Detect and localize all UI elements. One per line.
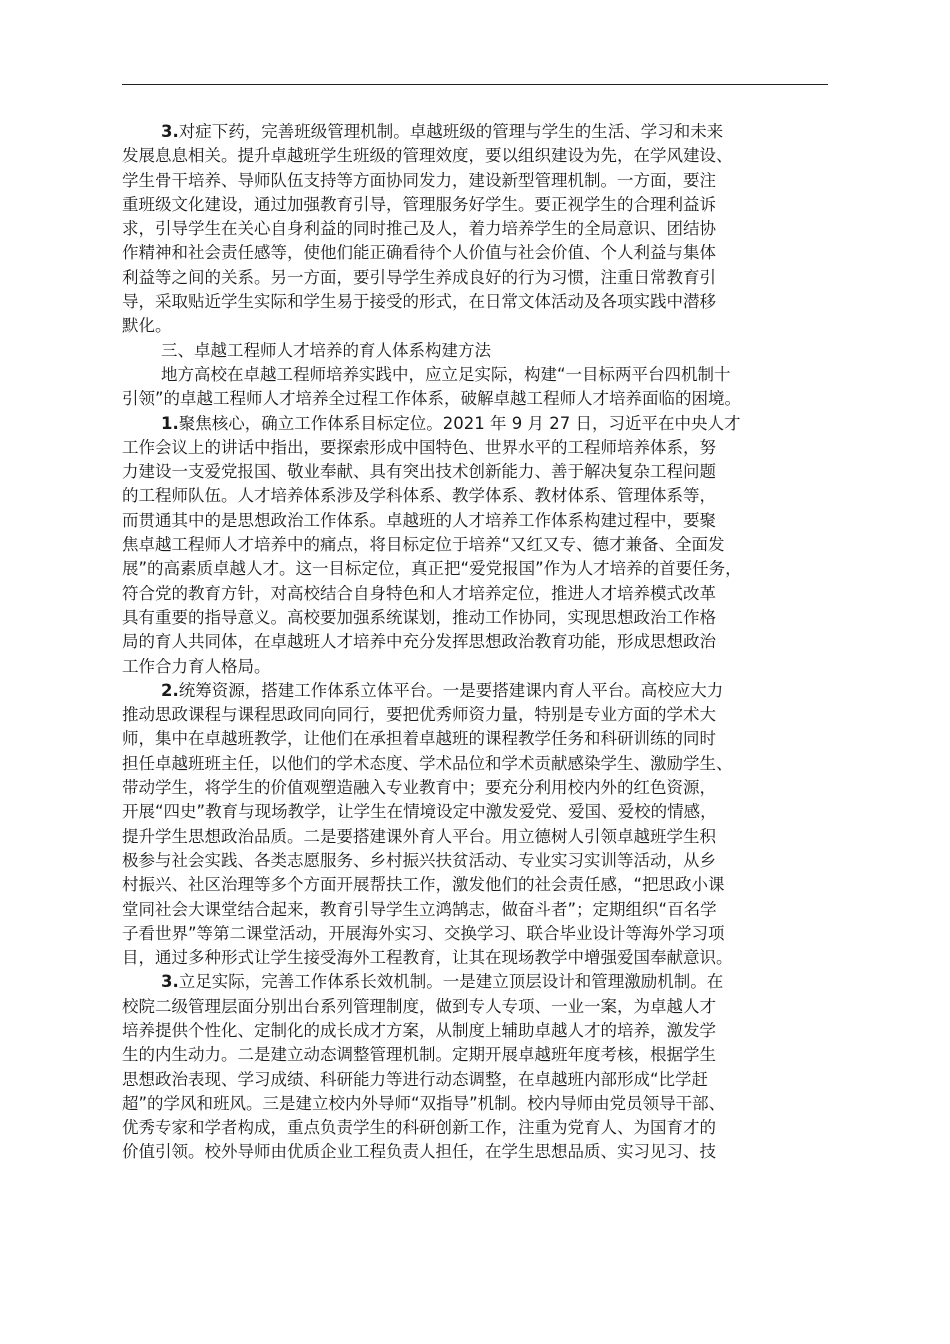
paragraph-line [122, 460, 842, 484]
line-text: 的工程师队伍。人才培养体系涉及学科体系、教学体系、教材体系、管理体系等， [122, 486, 716, 506]
line-text: 作精神和社会责任感等，使他们能正确看待个人价值与社会价值、个人利益与集体 [122, 243, 716, 263]
paragraph-line [122, 946, 842, 970]
paragraph-line [122, 387, 842, 411]
line-text: 子看世界”等第二课堂活动，开展海外实习、交换学习、联合毕业设计等海外学习项 [122, 923, 725, 943]
line-text: 局的育人共同体，在卓越班人才培养中充分发挥思想政治教育功能，形成思想政治 [122, 632, 716, 652]
paragraph-line [122, 752, 842, 776]
line-text: 引领”的卓越工程师人才培养全过程工作体系，破解卓越工程师人才培养面临的困境。 [122, 389, 742, 409]
line-text: 学生骨干培养、导师队伍支持等方面协同发力，建设新型管理机制。一方面，要注 [122, 170, 716, 190]
line-text: 三、卓越工程师人才培养的育人体系构建方法 [161, 340, 491, 360]
line-text: 导，采取贴近学生实际和学生易于接受的形式，在日常文体活动及各项实践中潜移 [122, 292, 716, 312]
paragraph-line [122, 630, 842, 654]
line-text: 焦卓越工程师人才培养中的痛点，将目标定位于培养“又红又专、德才兼备、全面发 [122, 535, 725, 555]
line-text: 思想政治表现、学习成绩、科研能力等进行动态调整，在卓越班内部形成“比学赶 [122, 1069, 709, 1089]
paragraph-line [122, 1140, 842, 1164]
line-text: 对症下药，完善班级管理机制。卓越班级的管理与学生的生活、学习和未来 [178, 122, 724, 141]
line-text: 培养提供个性化、定制化的成长成才方案，从制度上辅助卓越人才的培养，激发学 [122, 1020, 716, 1040]
paragraph-line [122, 582, 842, 606]
paragraph-line [122, 557, 842, 581]
line-text: 力建设一支爱党报国、敬业奉献、具有突出技术创新能力、善于解决复杂工程问题 [122, 462, 716, 482]
line-text: 带动学生，将学生的价值观塑造融入专业教育中；要充分利用校内外的红色资源， [122, 778, 716, 798]
line-text: 目，通过多种形式让学生接受海外工程教育，让其在现场教学中增强爱国奉献意识。 [122, 948, 733, 968]
paragraph-line [122, 241, 842, 265]
paragraph-line [122, 314, 842, 338]
paragraph-line [122, 825, 842, 849]
line-text: 求，引导学生在关心自身利益的同时推己及人，着力培养学生的全局意识、团结协 [122, 219, 716, 239]
line-text: 师，集中在卓越班教学，让他们在承担着卓越班的课程教学任务和科研训练的同时 [122, 729, 716, 749]
paragraph-line [122, 217, 842, 241]
line-text: 堂同社会大课堂结合起来，教育引导学生立鸿鹄志，做奋斗者”；定期组织“百名学 [122, 899, 717, 919]
paragraph-first-line [122, 339, 842, 363]
paragraph-first-line [122, 970, 842, 994]
paragraph-line [122, 484, 842, 508]
line-text: 价值引领。校外导师由优质企业工程负责人担任，在学生思想品质、实习见习、技 [122, 1142, 716, 1162]
line-text: 工作合力育人格局。 [122, 656, 271, 676]
line-text: 聚焦核心，确立工作体系目标定位。2021 年 9 月 27 日，习近平在中央人才 [178, 413, 741, 433]
paragraph-line [122, 436, 842, 460]
paragraph-line [122, 606, 842, 630]
line-text: 极参与社会实践、各类志愿服务、乡村振兴扶贫活动、专业实习实训等活动，从乡 [122, 850, 716, 870]
paragraph-line [122, 1116, 842, 1140]
line-text: 默化。 [122, 316, 172, 336]
line-text: 担任卓越班班主任，以他们的学术态度、学术品位和学术贡献感染学生、激励学生、 [122, 753, 733, 773]
paragraph-line [122, 655, 842, 679]
paragraph-line [122, 776, 842, 800]
paragraph-number: 3. [161, 122, 179, 141]
line-text: 优秀专家和学者构成，重点负责学生的科研创新工作，注重为党育人、为国育才的 [122, 1118, 716, 1138]
line-text: 超”的学风和班风。三是建立校内外导师“双指导”机制。校内导师由党员领导干部、 [122, 1093, 726, 1113]
document-body [122, 120, 842, 1165]
paragraph-line [122, 193, 842, 217]
line-text: 统筹资源，搭建工作体系立体平台。一是要搭建课内育人平台。高校应大力 [178, 680, 724, 700]
paragraph-number: 1. [161, 413, 179, 433]
paragraph-number: 2. [161, 680, 179, 700]
paragraph-line [122, 703, 842, 727]
paragraph-line [122, 266, 842, 290]
paragraph-line [122, 144, 842, 168]
paragraph-line [122, 533, 842, 557]
paragraph-number: 3. [161, 972, 179, 992]
paragraph-first-line [122, 120, 842, 144]
paragraph-line [122, 727, 842, 751]
line-text: 具有重要的指导意义。高校要加强系统谋划，推动工作协同，实现思想政治工作格 [122, 607, 716, 627]
paragraph-first-line [122, 412, 842, 436]
paragraph-line [122, 1068, 842, 1092]
line-text: 重班级文化建设，通过加强教育引导，管理服务好学生。要正视学生的合理利益诉 [122, 194, 716, 214]
paragraph-line [122, 800, 842, 824]
paragraph-line [122, 898, 842, 922]
line-text: 符合党的教育方针，对高校结合自身特色和人才培养定位，推进人才培养模式改革 [122, 583, 716, 603]
line-text: 利益等之间的关系。另一方面，要引导学生养成良好的行为习惯，注重日常教育引 [122, 267, 716, 287]
line-text: 立足实际，完善工作体系长效机制。一是建立顶层设计和管理激励机制。在 [178, 972, 724, 992]
line-text: 工作会议上的讲话中指出，要探索形成中国特色、世界水平的工程师培养体系，努 [122, 437, 716, 457]
line-text: 村振兴、社区治理等多个方面开展帮扶工作，激发他们的社会责任感，“把思政小课 [122, 875, 725, 895]
paragraph-line [122, 873, 842, 897]
line-text: 发展息息相关。提升卓越班学生班级的管理效度，要以组织建设为先，在学风建设、 [122, 146, 733, 166]
line-text: 开展“四史”教育与现场教学，让学生在情境设定中激发爱党、爱国、爱校的情感， [122, 802, 717, 822]
paragraph-line [122, 290, 842, 314]
line-text: 校院二级管理层面分别出台系列管理制度，做到专人专项、一业一案，为卓越人才 [122, 996, 716, 1016]
paragraph-line [122, 1043, 842, 1067]
header-rule [122, 84, 828, 85]
line-text: 生的内生动力。二是建立动态调整管理机制。定期开展卓越班年度考核，根据学生 [122, 1045, 716, 1065]
paragraph-first-line [122, 679, 842, 703]
line-text: 而贯通其中的是思想政治工作体系。卓越班的人才培养工作体系构建过程中，要聚 [122, 510, 716, 530]
line-text: 推动思政课程与课程思政同向同行，要把优秀师资力量，特别是专业方面的学术大 [122, 705, 716, 725]
paragraph-line [122, 1092, 842, 1116]
paragraph-first-line [122, 363, 842, 387]
line-text: 提升学生思想政治品质。二是要搭建课外育人平台。用立德树人引领卓越班学生积 [122, 826, 716, 846]
paragraph-line [122, 849, 842, 873]
paragraph-line [122, 922, 842, 946]
paragraph-line [122, 995, 842, 1019]
paragraph-line [122, 169, 842, 193]
paragraph-line [122, 1019, 842, 1043]
line-text: 展”的高素质卓越人才。这一目标定位，真正把“爱党报国”作为人才培养的首要任务， [122, 559, 742, 579]
line-text: 地方高校在卓越工程师培养实践中，应立足实际，构建“一目标两平台四机制十 [161, 364, 731, 384]
paragraph-line [122, 509, 842, 533]
